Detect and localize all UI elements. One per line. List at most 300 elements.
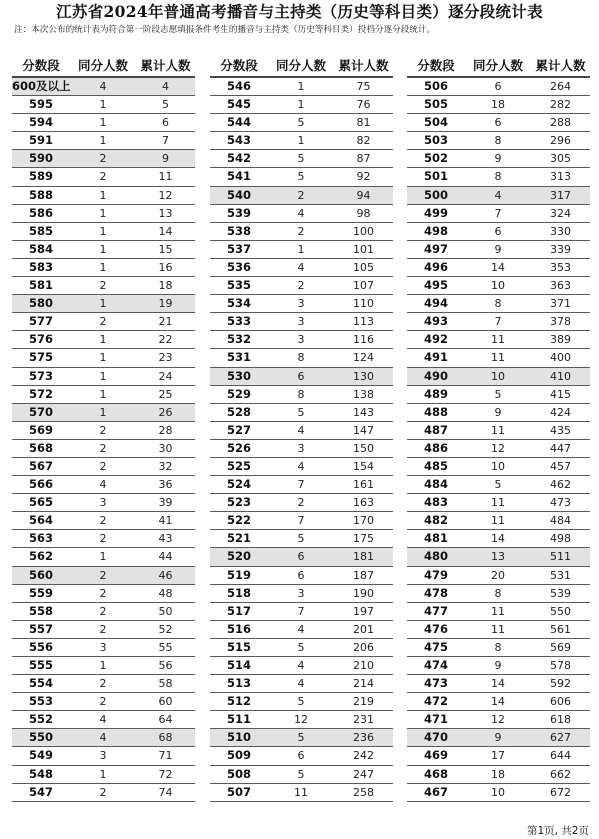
score-cell: 523 (226, 495, 251, 510)
total-cell: 378 (550, 315, 571, 329)
score-cell: 512 (226, 694, 251, 709)
total-cell: 64 (158, 713, 173, 727)
count-cell: 9 (494, 659, 502, 672)
count-cell: 3 (99, 749, 107, 763)
header-score: 分数段 (417, 58, 455, 73)
table-row (210, 567, 393, 585)
header-count: 同分人数 (77, 58, 128, 73)
table-row (407, 657, 590, 675)
count-cell: 5 (297, 695, 305, 709)
score-cell: 568 (28, 440, 53, 455)
count-cell: 10 (491, 785, 505, 799)
score-cell: 550 (28, 730, 53, 745)
score-cell: 506 (423, 79, 448, 93)
table-row (407, 729, 590, 747)
score-cell: 556 (28, 639, 53, 654)
table-row (210, 150, 393, 168)
table-row (407, 494, 590, 512)
table-column-3 (407, 56, 590, 802)
table-row (12, 476, 195, 494)
table-row (12, 259, 195, 277)
score-cell: 576 (28, 332, 53, 347)
score-cell: 491 (423, 350, 448, 365)
total-cell: 46 (158, 568, 173, 582)
table-row (407, 259, 590, 277)
total-cell: 170 (353, 514, 374, 528)
count-cell: 4 (494, 188, 502, 202)
score-cell: 479 (423, 567, 448, 582)
table-row (407, 187, 590, 205)
score-cell: 591 (28, 133, 53, 148)
table-row (407, 331, 590, 349)
score-cell: 560 (28, 567, 53, 582)
table-row (210, 422, 393, 440)
table-row (210, 512, 393, 530)
count-cell: 5 (494, 478, 502, 492)
table-row (407, 585, 590, 603)
total-cell: 672 (550, 785, 571, 799)
count-cell: 6 (297, 568, 305, 582)
table-row (12, 766, 195, 784)
total-cell: 100 (353, 224, 374, 238)
table-row (407, 223, 590, 241)
total-cell: 197 (353, 604, 374, 618)
count-cell: 2 (99, 170, 107, 184)
table-row (210, 458, 393, 476)
count-cell: 11 (294, 785, 308, 799)
total-cell: 606 (550, 695, 571, 709)
total-cell: 317 (550, 188, 571, 202)
total-cell: 511 (550, 550, 571, 564)
score-cell: 575 (28, 350, 53, 365)
count-cell: 8 (297, 387, 305, 401)
score-cell: 539 (226, 205, 251, 220)
total-cell: 161 (353, 478, 374, 492)
score-cell: 501 (423, 169, 448, 184)
table-header (12, 56, 195, 78)
total-cell: 206 (353, 640, 374, 654)
table-row (210, 313, 393, 331)
total-cell: 569 (550, 640, 571, 654)
total-cell: 190 (353, 586, 374, 600)
total-cell: 87 (356, 152, 371, 166)
total-cell: 13 (158, 206, 173, 220)
score-cell: 538 (226, 223, 251, 238)
table-row (210, 331, 393, 349)
table-row (407, 422, 590, 440)
table-row (12, 331, 195, 349)
table-row (210, 603, 393, 621)
score-cell: 600及以上 (12, 79, 71, 93)
table-row (210, 440, 393, 458)
total-cell: 4 (162, 80, 169, 93)
total-cell: 305 (550, 152, 571, 166)
table-row (210, 530, 393, 548)
table-row (407, 476, 590, 494)
score-cell: 522 (226, 513, 251, 528)
total-cell: 124 (353, 351, 374, 365)
score-cell: 489 (423, 386, 448, 401)
count-cell: 8 (494, 586, 502, 600)
table-row (210, 621, 393, 639)
score-cell: 500 (423, 187, 448, 202)
total-cell: 181 (353, 550, 374, 564)
score-cell: 553 (28, 694, 53, 709)
total-cell: 214 (353, 677, 374, 691)
score-cell: 564 (28, 513, 53, 528)
total-cell: 143 (353, 405, 374, 419)
count-cell: 7 (494, 206, 502, 220)
score-cell: 545 (226, 97, 251, 112)
count-cell: 13 (491, 550, 505, 564)
count-cell: 1 (99, 116, 107, 130)
table-row (407, 530, 590, 548)
total-cell: 52 (158, 622, 173, 636)
total-cell: 30 (158, 441, 173, 455)
table-row (12, 114, 195, 132)
score-cell: 520 (226, 549, 251, 564)
score-cell: 546 (226, 79, 251, 93)
score-cell: 488 (423, 404, 448, 419)
table-row (210, 711, 393, 729)
table-row (210, 476, 393, 494)
score-cell: 484 (423, 477, 448, 492)
table-row (12, 404, 195, 422)
table-row (210, 386, 393, 404)
count-cell: 3 (99, 640, 107, 654)
table-row (12, 729, 195, 747)
score-cell: 586 (28, 205, 53, 220)
count-cell: 2 (99, 677, 107, 691)
count-cell: 4 (297, 677, 305, 691)
count-cell: 8 (494, 134, 502, 148)
total-cell: 44 (158, 550, 173, 564)
score-cell: 527 (226, 422, 251, 437)
total-cell: 50 (158, 604, 173, 618)
score-cell: 495 (423, 278, 448, 293)
count-cell: 2 (99, 695, 107, 709)
count-cell: 1 (99, 260, 107, 274)
table-row (407, 96, 590, 114)
score-cell: 567 (28, 458, 53, 473)
total-cell: 39 (158, 496, 173, 510)
total-cell: 154 (353, 459, 374, 473)
score-cell: 524 (226, 477, 251, 492)
count-cell: 12 (491, 441, 505, 455)
score-cell: 472 (423, 694, 448, 709)
table-row (210, 585, 393, 603)
count-cell: 20 (491, 568, 505, 582)
total-cell: 24 (158, 369, 173, 383)
count-cell: 10 (491, 369, 505, 383)
table-row (407, 784, 590, 802)
score-cell: 485 (423, 458, 448, 473)
total-cell: 19 (158, 297, 173, 311)
count-cell: 3 (297, 441, 305, 455)
count-cell: 1 (99, 206, 107, 220)
score-cell: 589 (28, 169, 53, 184)
total-cell: 400 (550, 351, 571, 365)
table-row (407, 567, 590, 585)
table-row (407, 241, 590, 259)
count-cell: 2 (297, 279, 305, 293)
table-row (12, 693, 195, 711)
table-column-2 (210, 56, 393, 802)
count-cell: 1 (99, 659, 107, 672)
count-cell: 9 (494, 405, 502, 419)
total-cell: 163 (353, 496, 374, 510)
table-row (210, 657, 393, 675)
total-cell: 282 (550, 98, 571, 112)
total-cell: 58 (158, 677, 173, 691)
count-cell: 5 (297, 152, 305, 166)
score-cell: 577 (28, 314, 53, 329)
count-cell: 4 (297, 260, 305, 274)
score-cell: 594 (28, 115, 53, 130)
score-cell: 511 (226, 712, 251, 727)
total-cell: 75 (356, 80, 371, 93)
score-cell: 473 (423, 676, 448, 691)
total-cell: 330 (550, 224, 571, 238)
total-cell: 561 (550, 622, 571, 636)
score-cell: 541 (226, 169, 251, 184)
total-cell: 457 (550, 459, 571, 473)
count-cell: 18 (491, 767, 505, 781)
count-cell: 10 (491, 279, 505, 293)
count-cell: 1 (297, 98, 305, 112)
score-cell: 482 (423, 513, 448, 528)
count-cell: 1 (297, 242, 305, 256)
count-cell: 2 (99, 423, 107, 437)
table-row (407, 295, 590, 313)
count-cell: 6 (297, 749, 305, 763)
count-cell: 2 (99, 315, 107, 329)
total-cell: 627 (550, 731, 571, 745)
score-cell: 504 (423, 115, 448, 130)
table-row (12, 639, 195, 657)
total-cell: 110 (353, 297, 374, 311)
count-cell: 5 (297, 640, 305, 654)
table-row (12, 512, 195, 530)
count-cell: 1 (99, 351, 107, 365)
total-cell: 484 (550, 514, 571, 528)
score-cell: 590 (28, 151, 53, 166)
total-cell: 539 (550, 586, 571, 600)
score-cell: 497 (423, 241, 448, 256)
score-cell: 508 (226, 766, 251, 781)
count-cell: 2 (99, 586, 107, 600)
count-cell: 11 (491, 622, 505, 636)
table-row (210, 368, 393, 386)
table-row (12, 349, 195, 367)
table-row (407, 711, 590, 729)
table-row (210, 78, 393, 96)
count-cell: 11 (491, 604, 505, 618)
score-cell: 519 (226, 567, 251, 582)
table-row (12, 784, 195, 802)
score-cell: 474 (423, 658, 448, 672)
score-cell: 583 (28, 259, 53, 274)
count-cell: 7 (494, 315, 502, 329)
total-cell: 550 (550, 604, 571, 618)
total-cell: 101 (353, 242, 374, 256)
total-cell: 116 (353, 333, 374, 347)
table-row (407, 458, 590, 476)
table-row (210, 223, 393, 241)
score-cell: 554 (28, 676, 53, 691)
total-cell: 98 (356, 206, 371, 220)
total-cell: 14 (158, 224, 173, 238)
total-cell: 247 (353, 767, 374, 781)
score-cell: 526 (226, 440, 251, 455)
table-row (12, 295, 195, 313)
table-row (407, 675, 590, 693)
table-row (12, 494, 195, 512)
count-cell: 8 (494, 640, 502, 654)
total-cell: 74 (158, 785, 173, 799)
score-cell: 505 (423, 97, 448, 112)
total-cell: 92 (356, 170, 371, 184)
table-row (12, 747, 195, 765)
table-row (210, 404, 393, 422)
total-cell: 71 (158, 749, 173, 763)
count-cell: 4 (297, 206, 305, 220)
table-rows (407, 78, 590, 802)
total-cell: 82 (356, 134, 371, 148)
count-cell: 3 (297, 333, 305, 347)
count-cell: 5 (297, 405, 305, 419)
table-row (12, 422, 195, 440)
total-cell: 94 (356, 188, 371, 202)
count-cell: 2 (99, 568, 107, 582)
total-cell: 389 (550, 333, 571, 347)
score-cell: 486 (423, 440, 448, 455)
score-cell: 595 (28, 97, 53, 112)
total-cell: 410 (550, 369, 571, 383)
table-row (407, 114, 590, 132)
score-cell: 507 (226, 784, 251, 799)
table-row (12, 132, 195, 150)
count-cell: 11 (491, 333, 505, 347)
count-cell: 1 (99, 550, 107, 564)
count-cell: 1 (297, 134, 305, 148)
score-cell: 572 (28, 386, 53, 401)
count-cell: 6 (494, 224, 502, 238)
score-cell: 481 (423, 531, 448, 546)
total-cell: 55 (158, 640, 173, 654)
score-cell: 559 (28, 585, 53, 600)
total-cell: 138 (353, 387, 374, 401)
table-row (210, 494, 393, 512)
total-cell: 236 (353, 731, 374, 745)
count-cell: 2 (99, 604, 107, 618)
table-row (407, 78, 590, 96)
score-cell: 533 (226, 314, 251, 329)
count-cell: 5 (297, 767, 305, 781)
table-row (407, 313, 590, 331)
table-row (12, 711, 195, 729)
count-cell: 2 (99, 622, 107, 636)
count-cell: 2 (99, 514, 107, 528)
table-row (12, 313, 195, 331)
count-cell: 4 (99, 731, 107, 745)
score-cell: 483 (423, 495, 448, 510)
total-cell: 339 (550, 242, 571, 256)
total-cell: 175 (353, 532, 374, 546)
table-row (407, 693, 590, 711)
total-cell: 462 (550, 478, 571, 492)
total-cell: 296 (550, 134, 571, 148)
score-cell: 514 (226, 658, 251, 672)
count-cell: 3 (297, 297, 305, 311)
count-cell: 1 (297, 80, 305, 93)
score-cell: 499 (423, 205, 448, 220)
table-row (407, 404, 590, 422)
header-score: 分数段 (220, 58, 258, 73)
count-cell: 7 (297, 478, 305, 492)
count-cell: 2 (99, 785, 107, 799)
table-row (210, 277, 393, 295)
table-row (12, 603, 195, 621)
count-cell: 1 (99, 242, 107, 256)
count-cell: 11 (491, 496, 505, 510)
total-cell: 415 (550, 387, 571, 401)
count-cell: 2 (297, 224, 305, 238)
page-number: 第1页, 共2页 (526, 825, 589, 837)
table-row (12, 657, 195, 675)
count-cell: 14 (491, 695, 505, 709)
score-cell: 477 (423, 603, 448, 618)
count-cell: 2 (99, 279, 107, 293)
total-cell: 23 (158, 351, 173, 365)
score-cell: 487 (423, 422, 448, 437)
table-row (210, 187, 393, 205)
table-row (210, 548, 393, 566)
total-cell: 113 (353, 315, 374, 329)
count-cell: 14 (491, 532, 505, 546)
table-header (210, 56, 393, 78)
total-cell: 81 (356, 116, 371, 130)
score-cell: 537 (226, 241, 251, 256)
table-row (12, 241, 195, 259)
table-row (12, 96, 195, 114)
score-cell: 542 (226, 151, 251, 166)
score-cell: 573 (28, 368, 53, 383)
count-cell: 1 (99, 224, 107, 238)
total-cell: 473 (550, 496, 571, 510)
score-cell: 525 (226, 458, 251, 473)
score-cell: 528 (226, 404, 251, 419)
total-cell: 424 (550, 405, 571, 419)
count-cell: 3 (297, 315, 305, 329)
header-count: 同分人数 (472, 58, 523, 73)
table-rows (210, 78, 393, 802)
score-cell: 476 (423, 621, 448, 636)
total-cell: 147 (353, 423, 374, 437)
score-cell: 503 (423, 133, 448, 148)
score-cell: 502 (423, 151, 448, 166)
table-row (210, 295, 393, 313)
score-cell: 569 (28, 422, 53, 437)
total-cell: 16 (158, 260, 173, 274)
table-row (407, 747, 590, 765)
score-cell: 580 (28, 296, 53, 311)
table-row (210, 639, 393, 657)
count-cell: 14 (491, 260, 505, 274)
total-cell: 498 (550, 532, 571, 546)
total-cell: 11 (158, 170, 173, 184)
count-cell: 2 (99, 152, 107, 166)
